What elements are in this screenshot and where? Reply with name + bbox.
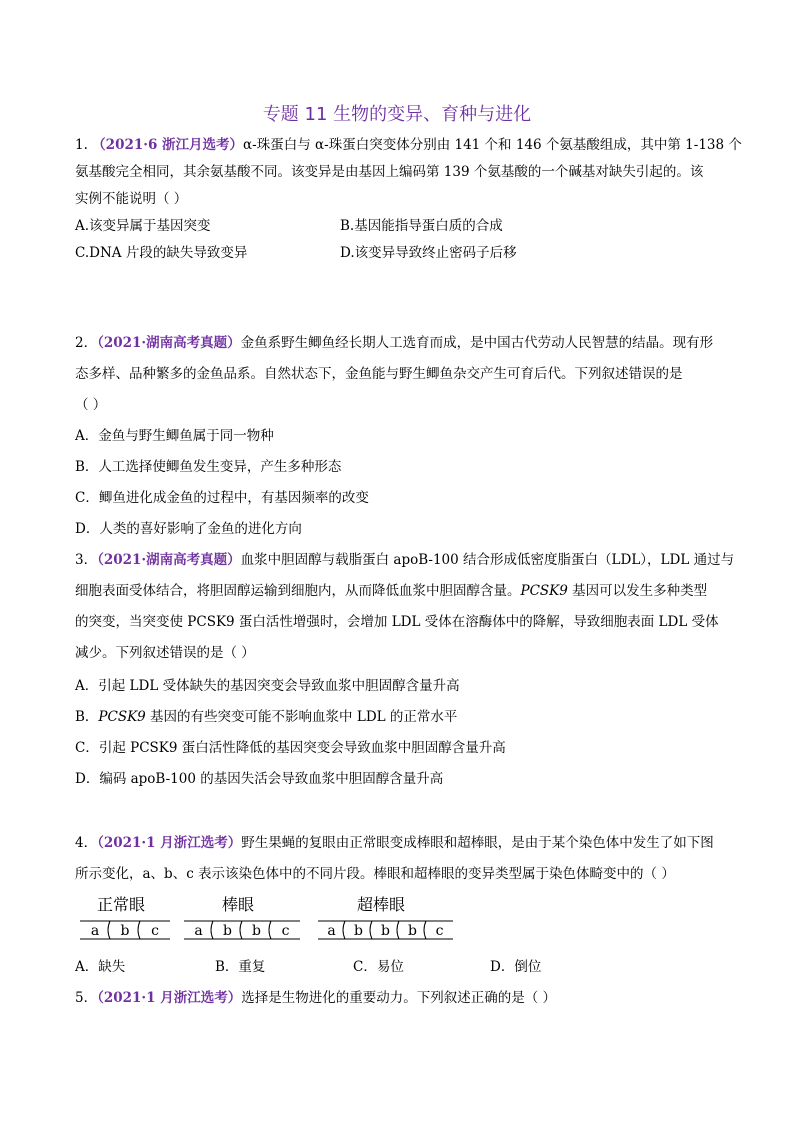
segment-boundary [108, 921, 110, 939]
question-1-line-2: 氨基酸完全相同，其余氨基酸不同。该变异是由基因上编码第 139 个氨基酸的一个碱基对缺失引起的。该 [75, 164, 704, 180]
question-1-line-3: 实例不能说明（ ） [75, 191, 188, 207]
question-4-line-2: 所示变化，a、b、c 表示该染色体中的不同片段。棒眼和超棒眼的变异类型属于染色体畸变中的（ ） [75, 866, 675, 882]
segment-boundary [240, 921, 242, 939]
segment-label-b: b [120, 923, 130, 939]
question-1-line-1 [75, 135, 742, 155]
question-3-option-a: A．引起 LDL 受体缺失的基因突变会导致血浆中胆固醇含量升高 [75, 678, 460, 694]
question-4-option-d: D．倒位 [490, 959, 542, 975]
question-2-option-c: C．鲫鱼进化成金鱼的过程中，有基因频率的改变 [75, 490, 369, 506]
question-1-option-d: D.该变异导致终止密码子后移 [340, 245, 517, 261]
question-text: 金鱼系野生鲫鱼经长期人工选育而成，是中国古代劳动人民智慧的结晶。现有形 [240, 335, 714, 351]
question-text: 血浆中胆固醇与载脂蛋白 apoB-100 结合形成低密度脂蛋白（LDL），LDL 通过与 [240, 552, 735, 568]
segment-boundary [211, 921, 213, 939]
question-text: 选择是生物进化的重要动力。下列叙述正确的是（ ） [241, 990, 557, 1006]
chromosome-normal-svg [80, 918, 172, 944]
question-3-option-b [75, 707, 457, 727]
question-3-line-3: 的突变，当突变使 PCSK9 蛋白活性增强时，会增加 LDL 受体在溶酶体中的降解，导致细胞表面 LDL 受体 [75, 614, 719, 630]
segment-label-b: b [354, 923, 363, 939]
gene-name: PCSK9 [520, 583, 568, 599]
question-number: 2． [75, 335, 98, 351]
label-bar-eye: 棒眼 [222, 895, 255, 914]
option-text: 基因的有些突变可能不影响血浆中 LDL 的正常水平 [145, 709, 458, 725]
question-1-option-c: C.DNA 片段的缺失导致变异 [75, 245, 248, 261]
question-2-line-1 [75, 333, 713, 353]
segment-label-b: b [252, 923, 261, 939]
question-1-option-b: B.基因能指导蛋白质的合成 [340, 218, 503, 234]
segment-label-a: a [194, 923, 203, 939]
question-2-option-d: D．人类的喜好影响了金鱼的进化方向 [75, 521, 302, 537]
segment-boundary [397, 921, 399, 939]
question-3-option-d: D．编码 apoB-100 的基因失活会导致血浆中胆固醇含量升高 [75, 771, 444, 787]
page-title: 专题 11 生物的变异、育种与进化 [262, 104, 532, 125]
question-4-option-a: A．缺失 [75, 959, 126, 975]
segment-boundary [269, 921, 271, 939]
segment-label-c: c [151, 923, 159, 939]
option-letter: B． [75, 709, 99, 725]
segment-label-a: a [90, 923, 100, 939]
question-3-option-c: C．引起 PCSK9 蛋白活性降低的基因突变会导致血浆中胆固醇含量升高 [75, 740, 506, 756]
question-2-option-a: A．金鱼与野生鲫鱼属于同一物种 [75, 428, 274, 444]
question-source-tag: （2021·湖南高考真题） [97, 335, 241, 351]
question-4-line-1 [75, 833, 714, 853]
chromosome-bar [184, 918, 304, 944]
question-text: α-珠蛋白与 α-珠蛋白突变体分别由 141 个和 146 个氨基酸组成，其中第 1-138 个 [243, 137, 742, 153]
question-3-line-4: 减少。下列叙述错误的是（ ） [75, 645, 255, 661]
question-number: 4． [75, 835, 98, 851]
segment-boundary [370, 921, 372, 939]
question-number: 5． [75, 990, 98, 1006]
question-4-option-c: C．易位 [353, 959, 404, 975]
question-source-tag: （2021·6 浙江月选考） [92, 137, 244, 153]
question-2-line-2: 态多样、品种繁多的金鱼品系。自然状态下，金鱼能与野生鲫鱼杂交产生可育后代。下列叙述错误的是 [75, 366, 683, 382]
question-number: 3． [75, 552, 98, 568]
segment-boundary [138, 921, 140, 939]
question-2-line-3: （ ） [75, 397, 107, 413]
question-2-option-b: B．人工选择使鲫鱼发生变异，产生多种形态 [75, 459, 342, 475]
label-normal-eye: 正常眼 [97, 895, 146, 914]
question-text: 细胞表面受体结合，将胆固醇运输到细胞内，从而降低血浆中胆固醇含量。 [75, 583, 521, 599]
question-4-option-b: B．重复 [215, 959, 266, 975]
question-3-line-1 [75, 550, 734, 570]
chromosome-superbar [318, 918, 458, 944]
segment-label-a: a [327, 923, 336, 939]
segment-label-b: b [381, 923, 390, 939]
segment-label-c: c [281, 923, 290, 939]
question-source-tag: （2021·1 月浙江选考） [97, 990, 242, 1006]
question-3-line-2 [75, 581, 707, 601]
question-text: 野生果蝇的复眼由正常眼变成棒眼和超棒眼，是由于某个染色体中发生了如下图 [241, 835, 714, 851]
segment-label-c: c [435, 923, 444, 939]
chromosome-normal [80, 918, 172, 944]
chromosome-bar-svg [184, 918, 304, 944]
question-number: 1. [75, 137, 93, 153]
question-1-option-a: A.该变异属于基因突变 [75, 218, 211, 234]
segment-label-b: b [223, 923, 232, 939]
question-5-line-1 [75, 988, 556, 1008]
segment-boundary [343, 921, 345, 939]
gene-name: PCSK9 [98, 709, 146, 725]
segment-boundary [424, 921, 426, 939]
chromosome-superbar-svg [318, 918, 458, 944]
segment-label-b: b [408, 923, 417, 939]
question-text: 基因可以发生多种类型 [567, 583, 708, 599]
question-source-tag: （2021·湖南高考真题） [97, 552, 241, 568]
label-superbar-eye: 超棒眼 [357, 895, 406, 914]
question-source-tag: （2021·1 月浙江选考） [97, 835, 242, 851]
